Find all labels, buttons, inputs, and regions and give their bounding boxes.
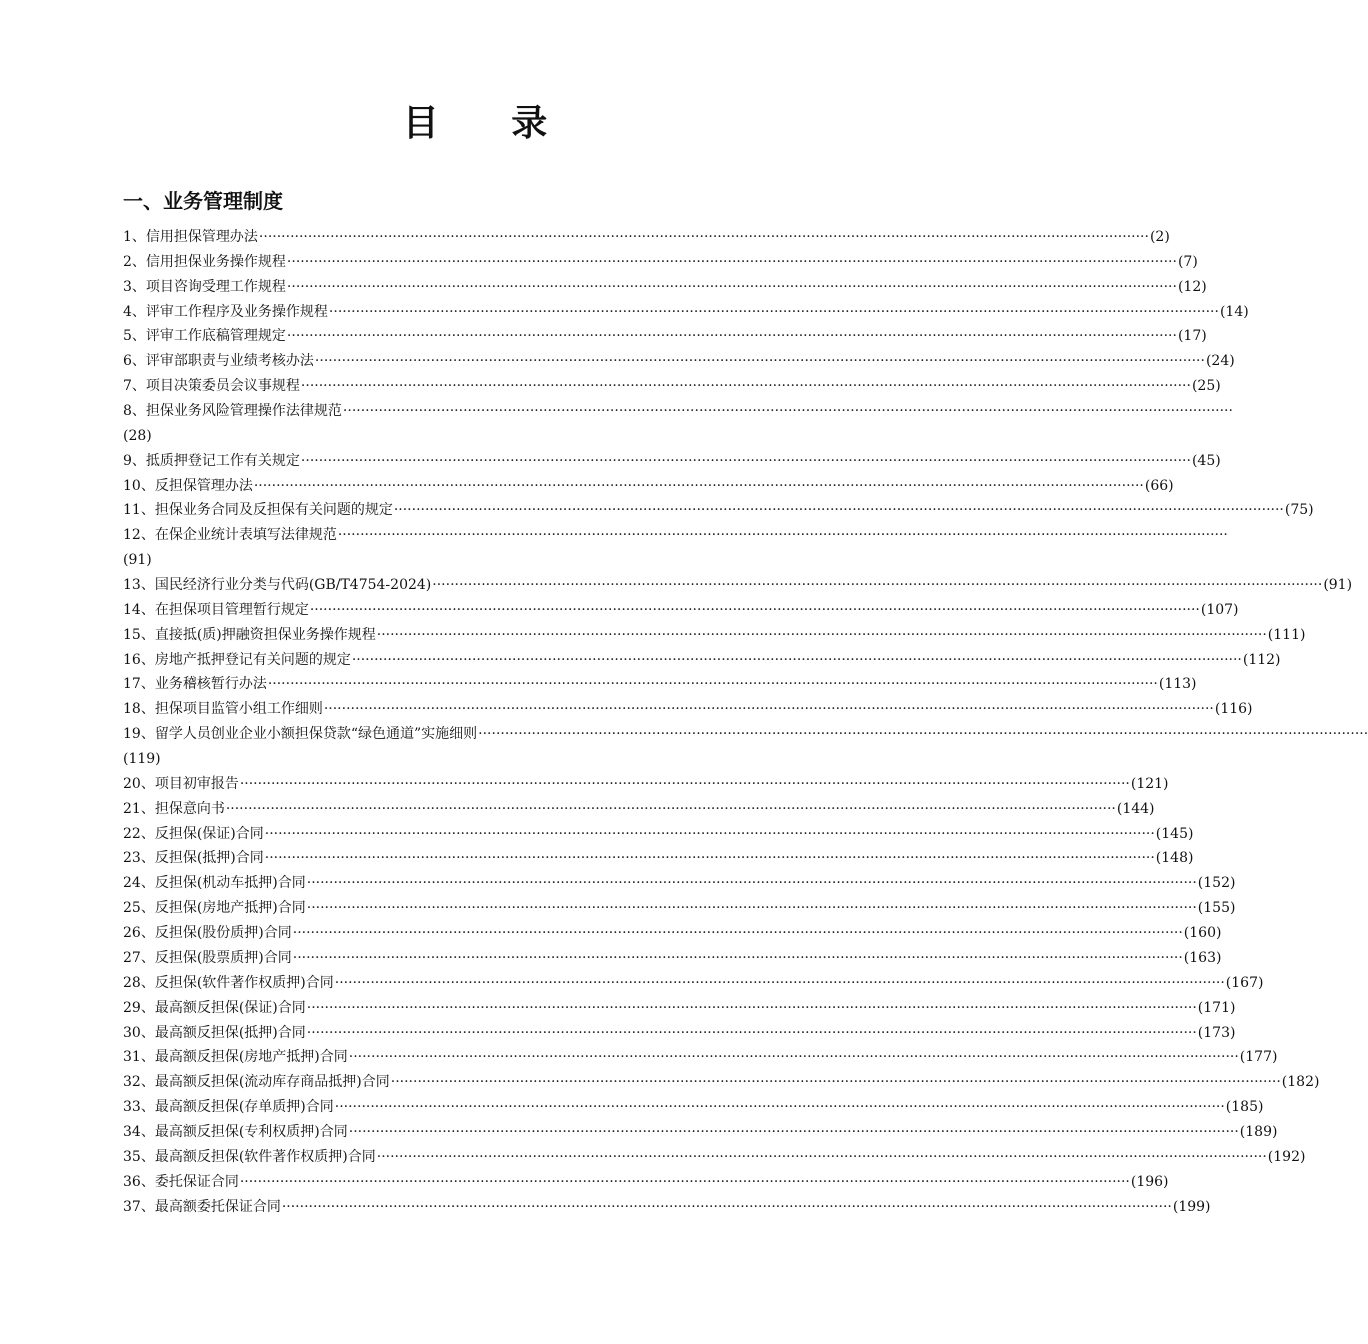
toc-page-number: (171) <box>1197 999 1236 1016</box>
toc-entry-label: 36、委托保证合同 <box>123 1173 239 1190</box>
toc-entry-label: 27、反担保(股票质押)合同 <box>123 949 292 966</box>
dot-leader: ········································································································································································································ <box>337 527 1228 544</box>
toc-entry[interactable] <box>123 300 1249 325</box>
toc-page-number: (182) <box>1281 1074 1320 1091</box>
dot-leader: ········································································································································································································ <box>253 477 1144 494</box>
toc-entry[interactable] <box>123 349 1235 374</box>
toc-entry[interactable] <box>123 772 1169 797</box>
page-title: 目 录 <box>402 102 578 144</box>
toc-entry[interactable] <box>123 846 1194 871</box>
toc-page-number: (75) <box>1284 502 1314 519</box>
toc-entry[interactable] <box>123 573 1353 598</box>
toc-entry[interactable] <box>123 399 1233 424</box>
dot-leader: ········································································································································································································ <box>328 303 1219 320</box>
toc-entry-label: 17、业务稽核暂行办法 <box>123 676 267 693</box>
toc-entry-label: 37、最高额委托保证合同 <box>123 1198 281 1215</box>
dot-leader: ········································································································································································································ <box>342 403 1233 420</box>
toc-page-number: (113) <box>1158 676 1197 693</box>
toc-entry[interactable] <box>123 474 1174 499</box>
toc-page-number: (28) <box>123 427 152 444</box>
toc-page-number: (177) <box>1239 1049 1278 1066</box>
toc-page-number: (45) <box>1191 452 1221 469</box>
toc-entry-label: 6、评审部职责与业绩考核办法 <box>123 353 314 370</box>
dot-leader: ········································································································································································································ <box>264 850 1155 867</box>
toc-page-number: (111) <box>1267 626 1306 643</box>
dot-leader: ········································································································································································································ <box>267 676 1158 693</box>
toc-entry-label: 34、最高额反担保(专利权质押)合同 <box>123 1123 348 1140</box>
toc-entry-label: 9、抵质押登记工作有关规定 <box>123 452 300 469</box>
toc-entry[interactable] <box>123 1195 1211 1220</box>
toc-page-number: (14) <box>1219 303 1249 320</box>
toc-entry-label: 13、国民经济行业分类与代码(GB/T4754-2024) <box>123 577 432 594</box>
toc-page-number: (25) <box>1191 378 1221 395</box>
dot-leader: ········································································································································································································ <box>286 328 1177 345</box>
toc-entry-label: 29、最高额反担保(保证)合同 <box>123 999 306 1016</box>
toc-entry[interactable] <box>123 1070 1320 1095</box>
toc-entry-label: 24、反担保(机动车抵押)合同 <box>123 875 306 892</box>
toc-entry-label: 22、反担保(保证)合同 <box>123 825 264 842</box>
toc-entry[interactable] <box>123 449 1221 474</box>
toc-entry-label: 7、项目决策委员会议事规程 <box>123 378 300 395</box>
toc-entry-label: 4、评审工作程序及业务操作规程 <box>123 303 328 320</box>
toc-entry[interactable] <box>123 722 1368 747</box>
dot-leader: ········································································································································································································ <box>258 229 1149 245</box>
toc-entry-label: 33、最高额反担保(存单质押)合同 <box>123 1099 334 1116</box>
toc-entry[interactable] <box>123 946 1222 971</box>
toc-entry-label: 14、在担保项目管理暂行规定 <box>123 601 309 618</box>
toc-page-number: (173) <box>1197 1024 1236 1041</box>
toc-entry[interactable] <box>123 672 1197 697</box>
toc-page-number: (160) <box>1183 925 1222 942</box>
dot-leader: ········································································································································································································ <box>348 1123 1239 1140</box>
dot-leader: ········································································································································································································ <box>300 452 1191 469</box>
dot-leader: ········································································································································································································ <box>306 999 1197 1016</box>
section-heading: 一、业务管理制度 <box>123 189 283 213</box>
toc-entry-label: 8、担保业务风险管理操作法律规范 <box>123 403 342 420</box>
toc-page-number: (12) <box>1177 278 1207 295</box>
dot-leader: ········································································································································································································ <box>376 1148 1267 1165</box>
dot-leader: ········································································································································································································ <box>393 502 1284 519</box>
toc-page-number: (155) <box>1197 900 1236 917</box>
toc-entry-label: 5、评审工作底稿管理规定 <box>123 328 286 345</box>
toc-page-number: (121) <box>1130 775 1169 792</box>
dot-leader: ········································································································································································································ <box>348 1049 1239 1066</box>
toc-entry-label: 31、最高额反担保(房地产抵押)合同 <box>123 1049 348 1066</box>
toc-entry-label: 16、房地产抵押登记有关问题的规定 <box>123 651 351 668</box>
dot-leader: ········································································································································································································ <box>314 353 1205 370</box>
dot-leader: ········································································································································································································ <box>323 701 1214 718</box>
toc-entry-label: 35、最高额反担保(软件著作权质押)合同 <box>123 1148 376 1165</box>
toc-page-number: (2) <box>1149 229 1170 245</box>
dot-leader: ········································································································································································································ <box>306 875 1197 892</box>
dot-leader: ········································································································································································································ <box>292 925 1183 942</box>
toc-entry[interactable] <box>123 971 1264 996</box>
toc-entry[interactable] <box>123 523 1228 548</box>
toc-page-number: (145) <box>1155 825 1194 842</box>
toc-page-number: (152) <box>1197 875 1236 892</box>
toc-entry-label: 11、担保业务合同及反担保有关问题的规定 <box>123 502 393 519</box>
toc-entry[interactable] <box>123 896 1236 921</box>
dot-leader: ········································································································································································································ <box>300 378 1191 395</box>
toc-entry-label: 30、最高额反担保(抵押)合同 <box>123 1024 306 1041</box>
dot-leader: ········································································································································································································ <box>306 900 1197 917</box>
toc-entry[interactable] <box>123 648 1281 673</box>
toc-entry[interactable] <box>123 996 1236 1021</box>
toc-page-number: (192) <box>1267 1148 1306 1165</box>
toc-page-number: (119) <box>123 751 161 768</box>
dot-leader: ········································································································································································································ <box>334 1099 1225 1116</box>
dot-leader: ········································································································································································································ <box>478 726 1368 743</box>
toc-entry[interactable] <box>123 1021 1236 1046</box>
dot-leader: ········································································································································································································ <box>306 1024 1197 1041</box>
toc-entry-label: 26、反担保(股份质押)合同 <box>123 925 292 942</box>
toc-entry[interactable] <box>123 275 1207 300</box>
toc-page-number: (163) <box>1183 949 1222 966</box>
dot-leader: ········································································································································································································ <box>281 1198 1172 1215</box>
dot-leader: ········································································································································································································ <box>239 1173 1130 1190</box>
toc-entry[interactable] <box>123 871 1236 896</box>
toc-page-number: (66) <box>1144 477 1174 494</box>
toc-entry[interactable] <box>123 374 1221 399</box>
toc-entry[interactable] <box>123 797 1155 822</box>
toc-page-number: (148) <box>1155 850 1194 867</box>
dot-leader: ········································································································································································································ <box>390 1074 1281 1091</box>
dot-leader: ········································································································································································································ <box>351 651 1242 668</box>
toc-entry[interactable] <box>123 1170 1169 1195</box>
toc-page-number: (107) <box>1200 601 1239 618</box>
dot-leader: ········································································································································································································ <box>225 800 1116 817</box>
toc-entry-label: 21、担保意向书 <box>123 800 225 817</box>
dot-leader: ········································································································································································································ <box>376 626 1267 643</box>
dot-leader: ········································································································································································································ <box>239 775 1130 792</box>
dot-leader: ········································································································································································································ <box>334 974 1225 991</box>
toc-entry-label: 10、反担保管理办法 <box>123 477 253 494</box>
toc-entry-label: 18、担保项目监管小组工作细则 <box>123 701 323 718</box>
dot-leader: ········································································································································································································ <box>432 577 1323 594</box>
toc-entry-label: 23、反担保(抵押)合同 <box>123 850 264 867</box>
toc-page-number: (185) <box>1225 1099 1264 1116</box>
toc-page-number: (199) <box>1172 1198 1211 1215</box>
toc-entry-label: 1、信用担保管理办法 <box>123 229 258 245</box>
toc-entry[interactable] <box>123 498 1314 523</box>
toc-entry-label: 28、反担保(软件著作权质押)合同 <box>123 974 334 991</box>
toc-entry-label: 32、最高额反担保(流动库存商品抵押)合同 <box>123 1074 390 1091</box>
toc-page-number: (112) <box>1242 651 1281 668</box>
toc-entry-label: 19、留学人员创业企业小额担保贷款“绿色通道”实施细则 <box>123 726 478 743</box>
toc-entry[interactable] <box>123 225 1170 250</box>
toc-entry[interactable] <box>123 623 1306 648</box>
toc-entry-label: 3、项目咨询受理工作规程 <box>123 278 286 295</box>
dot-leader: ········································································································································································································ <box>286 253 1177 270</box>
toc-entry[interactable] <box>123 822 1194 847</box>
toc-page-number: (144) <box>1116 800 1155 817</box>
toc-page-number: (116) <box>1214 701 1253 718</box>
toc-entry-label: 2、信用担保业务操作规程 <box>123 253 286 270</box>
toc-entry[interactable] <box>123 1145 1306 1170</box>
toc-entry[interactable] <box>123 1045 1278 1070</box>
toc-entry-label: 15、直接抵(质)押融资担保业务操作规程 <box>123 626 376 643</box>
toc-page-number: (91) <box>1323 577 1353 594</box>
toc-entry[interactable] <box>123 921 1222 946</box>
dot-leader: ········································································································································································································ <box>264 825 1155 842</box>
toc-entry[interactable] <box>123 250 1198 275</box>
dot-leader: ········································································································································································································ <box>309 601 1200 618</box>
toc-entry[interactable] <box>123 324 1207 349</box>
toc-page-number: (7) <box>1177 253 1198 270</box>
toc-entry[interactable] <box>123 598 1239 623</box>
dot-leader: ········································································································································································································ <box>292 949 1183 966</box>
toc-page-number: (91) <box>123 552 152 569</box>
toc-entry-label: 25、反担保(房地产抵押)合同 <box>123 900 306 917</box>
toc-page-number: (189) <box>1239 1123 1278 1140</box>
toc-page-number: (17) <box>1177 328 1207 345</box>
toc-entry-label: 12、在保企业统计表填写法律规范 <box>123 527 337 544</box>
toc-page-number: (24) <box>1205 353 1235 370</box>
dot-leader: ········································································································································································································ <box>286 278 1177 295</box>
toc-page-number: (167) <box>1225 974 1264 991</box>
toc-entry[interactable] <box>123 1120 1278 1145</box>
toc-page-number: (196) <box>1130 1173 1169 1190</box>
toc-entry[interactable] <box>123 1095 1264 1120</box>
toc-entry-label: 20、项目初审报告 <box>123 775 239 792</box>
table-of-contents <box>123 225 1368 1219</box>
toc-entry[interactable] <box>123 697 1253 722</box>
